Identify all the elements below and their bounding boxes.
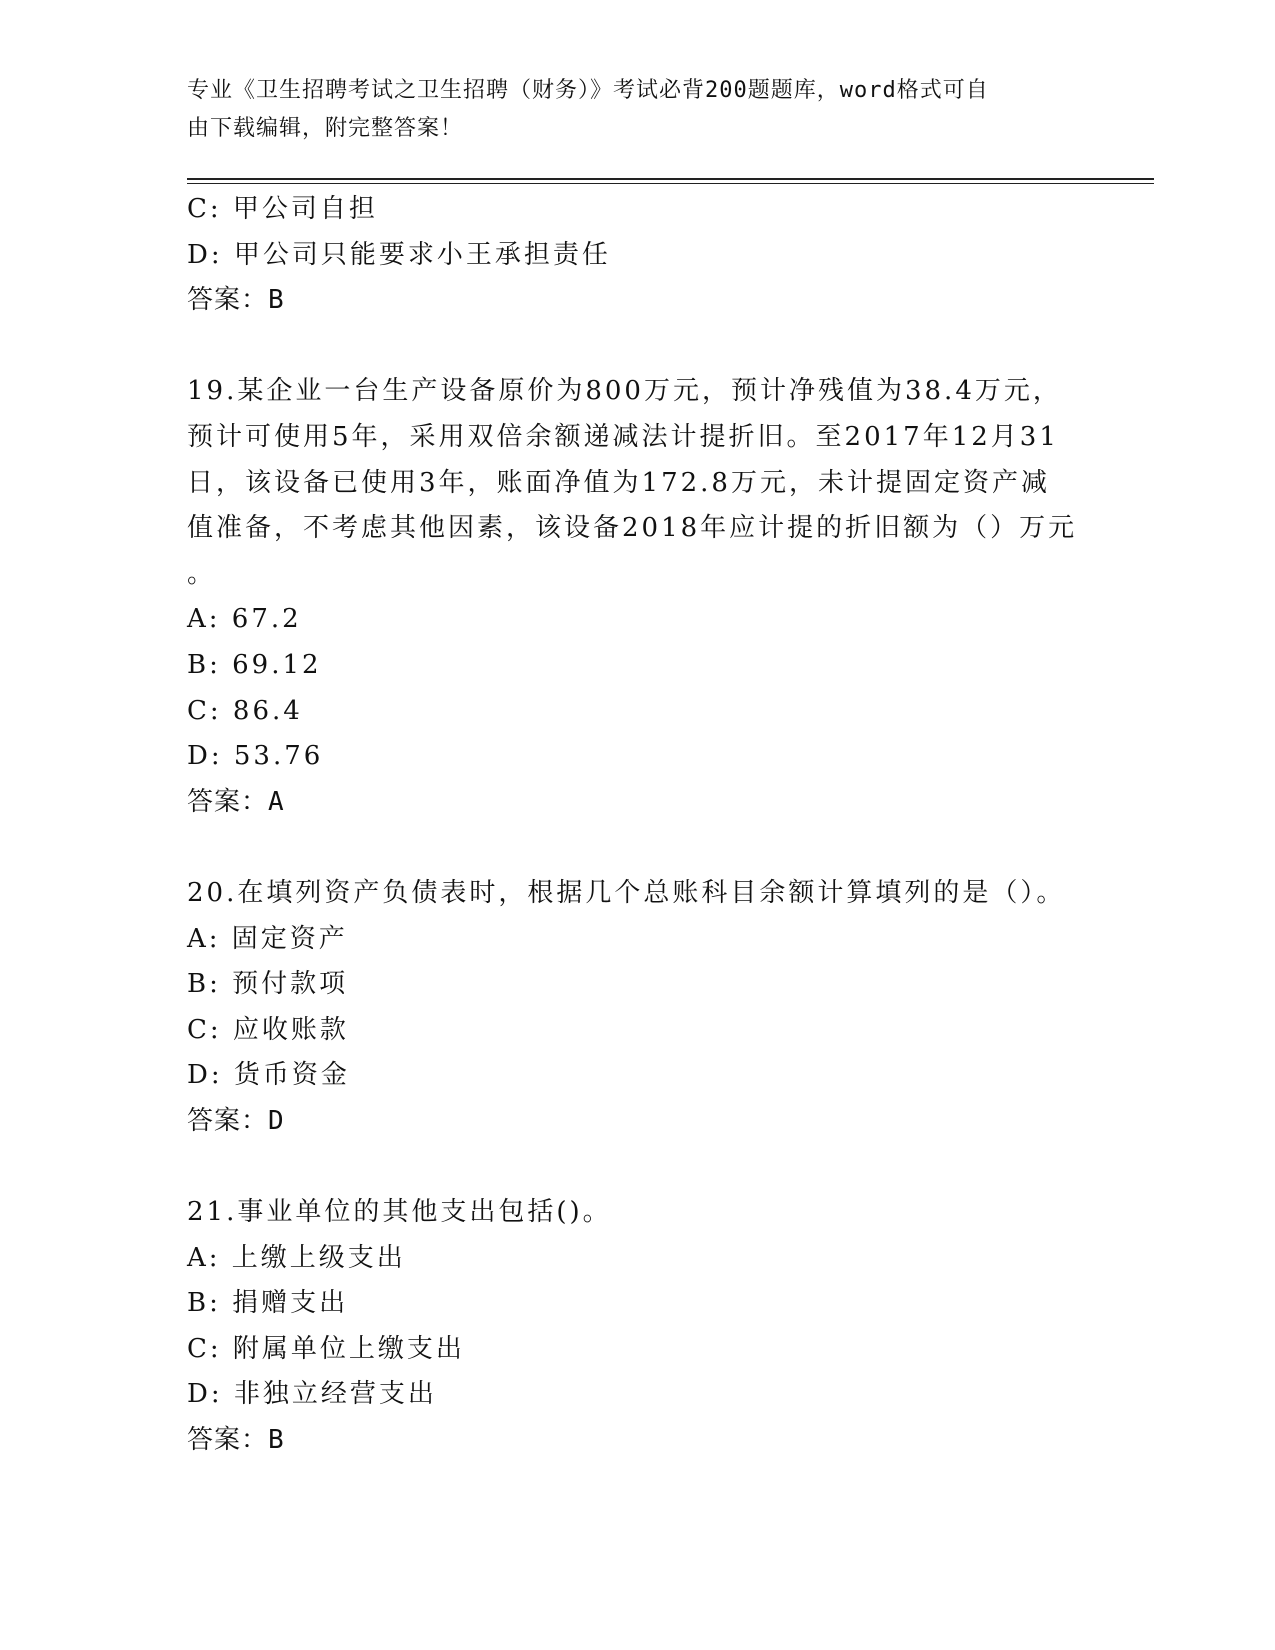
question-19	[187, 369, 1087, 825]
header-line-2: 由下载编辑，附完整答案！	[187, 116, 464, 141]
question-list	[187, 187, 1087, 1464]
option-c: C: 应收账款	[187, 1014, 349, 1045]
header-line-1: 专业《卫生招聘考试之卫生招聘（财务）》考试必背200题题库，word格式可自	[187, 78, 989, 103]
question-text-line-4: 值准备，不考虑其他因素，该设备2018年应计提的折旧额为（）万元	[187, 513, 1078, 544]
question-text-line-5: 。	[187, 558, 217, 589]
question-text-line-1: 19.某企业一台生产设备原价为800万元，预计净残值为38.4万元，	[187, 376, 1062, 407]
question-text-line-2: 预计可使用5年，采用双倍余额递减法计提折旧。至2017年12月31	[187, 421, 1059, 452]
question-text-line-3: 日，该设备已使用3年，账面净值为172.8万元，未计提固定资产减	[187, 467, 1050, 498]
option-d: D: 甲公司只能要求小王承担责任	[187, 239, 611, 270]
option-b: B: 捐赠支出	[187, 1288, 349, 1319]
option-c: C: 86.4	[187, 695, 303, 726]
option-d: D: 货币资金	[187, 1060, 350, 1091]
header-divider-thick	[187, 178, 1154, 180]
answer: 答案：B	[187, 285, 285, 316]
spacer	[187, 324, 1087, 370]
question-text: 21.事业单位的其他支出包括()。	[187, 1197, 612, 1228]
question-text: 20.在填列资产负债表时，根据几个总账科目余额计算填列的是（）。	[187, 877, 1066, 908]
document-header	[187, 72, 1067, 148]
option-b: B: 69.12	[187, 649, 322, 680]
option-a: A: 固定资产	[187, 923, 348, 954]
answer: 答案：B	[187, 1425, 285, 1456]
spacer	[187, 825, 1087, 871]
header-divider-thin	[187, 183, 1154, 184]
option-c: C: 甲公司自担	[187, 194, 378, 224]
option-a: A: 67.2	[187, 604, 302, 635]
question-21	[187, 1190, 1087, 1464]
answer: 答案：A	[187, 786, 285, 817]
option-d: D: 53.76	[187, 741, 324, 772]
option-c: C: 附属单位上缴支出	[187, 1333, 465, 1364]
question-20	[187, 871, 1087, 1145]
option-d: D: 非独立经营支出	[187, 1379, 437, 1410]
spacer	[187, 1144, 1087, 1190]
option-b: B: 预付款项	[187, 969, 349, 1000]
answer: 答案：D	[187, 1105, 285, 1136]
question-18-tail	[187, 187, 1087, 324]
option-a: A: 上缴上级支出	[187, 1242, 406, 1273]
